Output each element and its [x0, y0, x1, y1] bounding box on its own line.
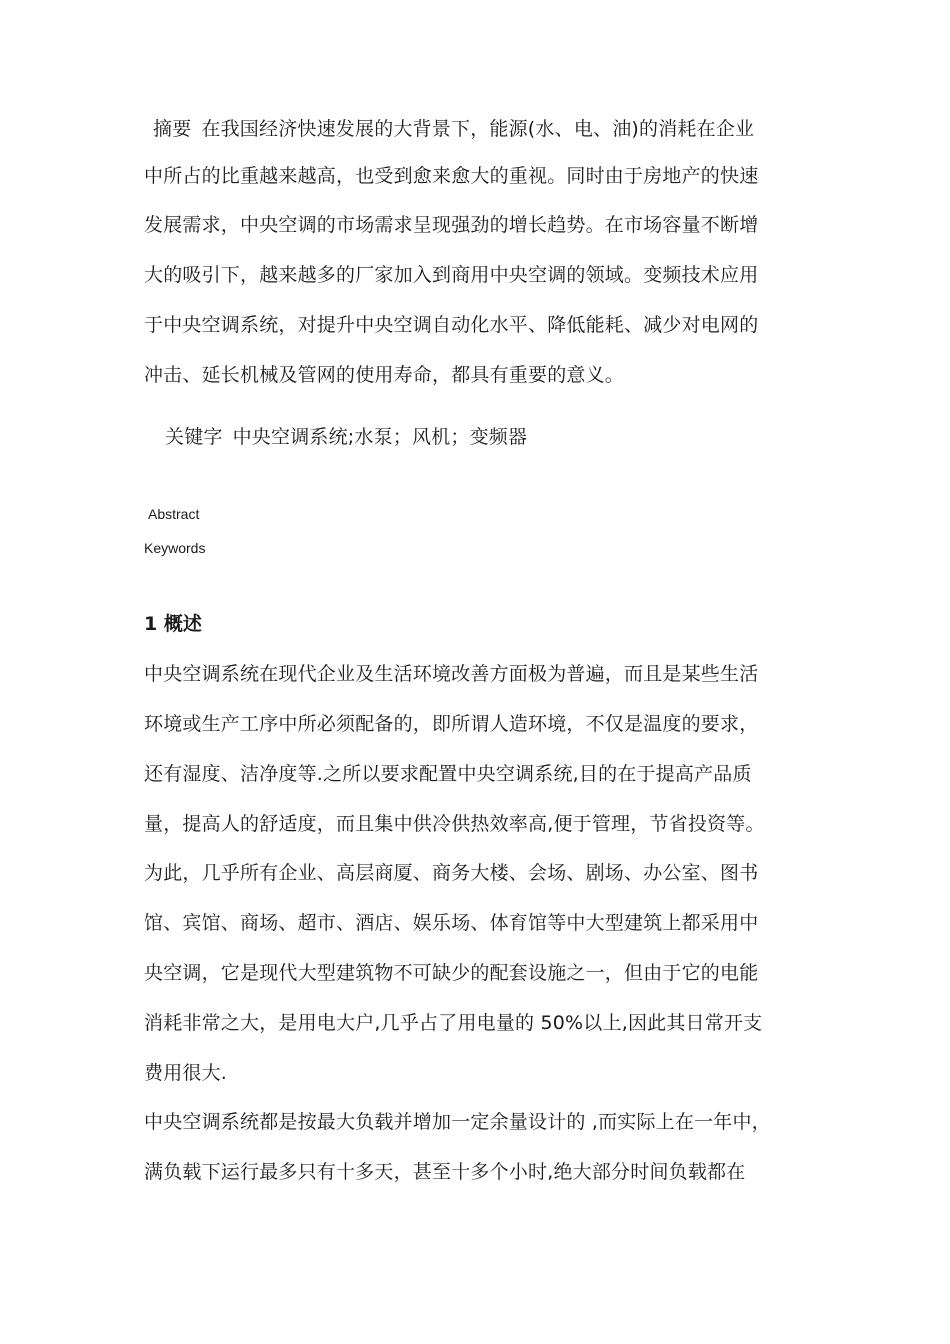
keywords-text: 中央空调系统;水泵；风机；变频器 [232, 426, 528, 448]
body-line: 量，提高人的舒适度，而且集中供冷供热效率高,便于管理，节省投资等。 [144, 813, 765, 835]
body-line: 央空调，它是现代大型建筑物不可缺少的配套设施之一，但由于它的电能 [144, 962, 759, 984]
body-line: 中央空调系统都是按最大负载并增加一定余量设计的 ,而实际上在一年中， [144, 1111, 771, 1133]
abstract-line: 中所占的比重越来越高，也受到愈来愈大的重视。同时由于房地产的快速 [144, 165, 759, 187]
english-keywords-label: Keywords [144, 540, 206, 556]
body-line: 费用很大. [144, 1062, 228, 1084]
body-line: 馆、宾馆、商场、超市、酒店、娱乐场、体育馆等中大型建筑上都采用中 [144, 912, 759, 934]
body-line: 环境或生产工序中所必须配备的，即所谓人造环境，不仅是温度的要求， [144, 713, 759, 735]
abstract-first-line [153, 117, 754, 141]
abstract-line: 大的吸引下，越来越多的厂家加入到商用中央空调的领域。变频技术应用 [144, 264, 759, 286]
abstract-line: 发展需求，中央空调的市场需求呈现强劲的增长趋势。在市场容量不断增 [144, 214, 759, 236]
keywords-line [165, 425, 527, 449]
abstract-line: 于中央空调系统，对提升中央空调自动化水平、降低能耗、减少对电网的 [144, 314, 759, 336]
body-line: 消耗非常之大，是用电大户,几乎占了用电量的 50%以上,因此其日常开支 [144, 1012, 763, 1034]
abstract-line: 冲击、延长机械及管网的使用寿命，都具有重要的意义。 [144, 364, 625, 386]
body-line: 满负载下运行最多只有十多天，甚至十多个小时,绝大部分时间负载都在 [144, 1161, 746, 1183]
section-heading: 1 概述 [144, 613, 202, 635]
keywords-label: 关键字 [165, 426, 223, 448]
abstract-label: 摘要 [153, 118, 192, 140]
body-line: 中央空调系统在现代企业及生活环境改善方面极为普遍，而且是某些生活 [144, 663, 759, 685]
body-line: 还有湿度、洁净度等.之所以要求配置中央空调系统,目的在于提高产品质 [144, 763, 752, 785]
english-abstract-label: Abstract [148, 506, 200, 522]
abstract-line: 在我国经济快速发展的大背景下，能源(水、电、油)的消耗在企业 [201, 118, 755, 140]
body-line: 为此，几乎所有企业、高层商厦、商务大楼、会场、剧场、办公室、图书 [144, 862, 759, 884]
